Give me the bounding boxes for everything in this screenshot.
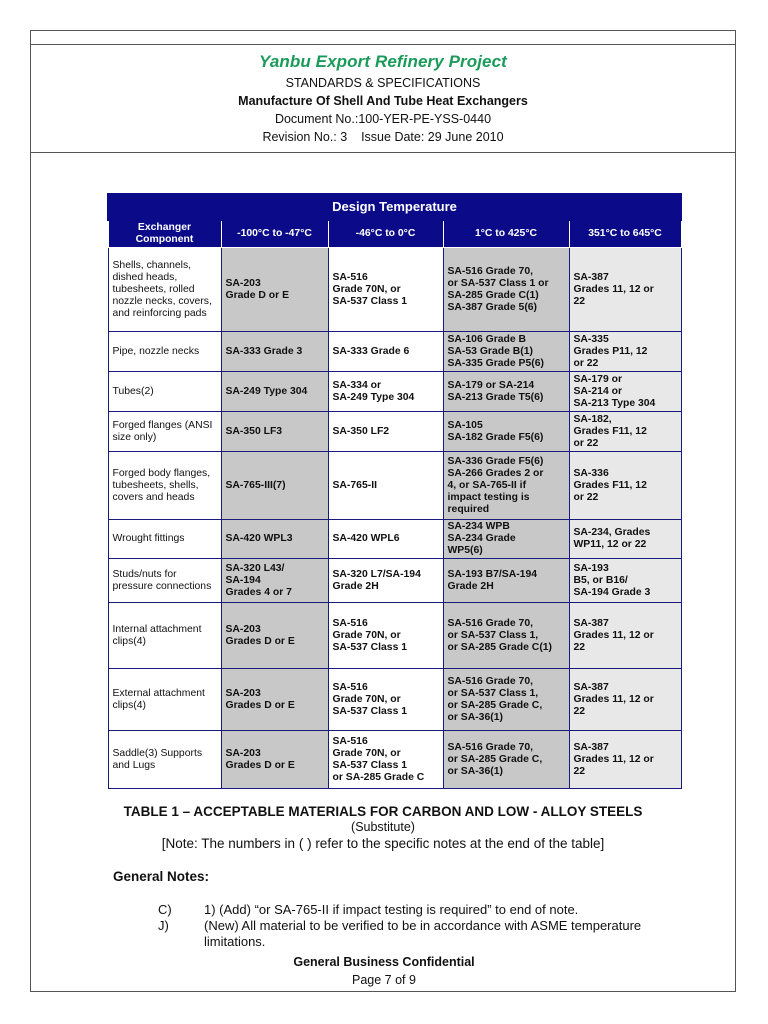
material-cell [328, 559, 443, 603]
component-cell [108, 412, 221, 452]
material-cell [443, 731, 569, 789]
material-text: SA-387 Grades 11, 12 or 22 [573, 681, 654, 717]
note-item [0, 902, 768, 918]
table-row [108, 559, 681, 603]
note-letter: C) [158, 902, 172, 917]
table-row [108, 372, 681, 412]
material-text: SA-333 Grade 3 [225, 345, 303, 357]
material-text: SA-203 Grades D or E [225, 623, 295, 647]
material-text: SA-516 Grade 70N, or SA-537 Class 1 or SA-285 Grade C [332, 735, 425, 783]
material-cell [443, 332, 569, 372]
standards-label: STANDARDS & SPECIFICATIONS [285, 76, 481, 90]
note-text: 1) (Add) “or SA-765-II if impact testing is required” to end of note. [204, 902, 579, 917]
material-text: SA-350 LF3 [225, 425, 283, 437]
material-cell [569, 559, 681, 603]
material-text: SA-333 Grade 6 [332, 345, 410, 357]
material-cell [443, 248, 569, 332]
project-title: Yanbu Export Refinery Project [259, 52, 507, 71]
component-cell [108, 669, 221, 731]
component-text: External attachment clips(4) [112, 687, 205, 711]
material-text: SA-203 Grades D or E [225, 687, 295, 711]
material-cell [443, 372, 569, 412]
component-cell [108, 372, 221, 412]
material-cell [569, 731, 681, 789]
material-text: SA-516 Grade 70, or SA-537 Class 1, or SA-285 Grade C(1) [447, 617, 553, 653]
material-cell [328, 520, 443, 559]
footer-confidential: General Business Confidential [293, 955, 475, 969]
material-cell [221, 603, 328, 669]
note-text: (New) All material to be verified to be in accordance with ASME temperature limitations. [204, 918, 642, 949]
table-caption: TABLE 1 – ACCEPTABLE MATERIALS FOR CARBON AND LOW - ALLOY STEELS [123, 804, 643, 819]
material-text: SA-516 Grade 70, or SA-537 Class 1, or SA-285 Grade C, or SA-36(1) [447, 675, 543, 723]
material-text: SA-234, Grades WP11, 12 or 22 [573, 527, 651, 550]
component-cell [108, 332, 221, 372]
material-text: SA-516 Grade 70N, or SA-537 Class 1 [332, 617, 408, 653]
component-cell [108, 452, 221, 520]
revision-info: Revision No.: 3 Issue Date: 29 June 2010 [262, 130, 504, 144]
note-item [0, 918, 768, 950]
document-subject: Manufacture Of Shell And Tube Heat Exchangers [238, 94, 528, 108]
material-text: SA-179 or SA-214 or SA-213 Type 304 [573, 373, 656, 409]
component-text: Pipe, nozzle necks [112, 345, 200, 357]
material-cell [569, 248, 681, 332]
table-caption-note: [Note: The numbers in ( ) refer to the specific notes at the end of the table] [161, 836, 605, 851]
material-text: SA-335 Grades P11, 12 or 22 [573, 333, 648, 369]
component-text: Studs/nuts for pressure connections [112, 568, 212, 592]
general-notes-heading: General Notes: [113, 869, 210, 884]
column-header: Exchanger Component [108, 220, 221, 248]
material-text: SA-203 Grade D or E [225, 277, 290, 301]
material-text: SA-350 LF2 [332, 425, 390, 437]
material-text: SA-334 or SA-249 Type 304 [332, 379, 415, 403]
material-cell [221, 669, 328, 731]
material-text: SA-106 Grade B SA-53 Grade B(1) SA-335 Grade P5(6) [447, 333, 544, 369]
material-cell [328, 731, 443, 789]
material-cell [328, 332, 443, 372]
material-text: SA-516 Grade 70N, or SA-537 Class 1 [332, 681, 408, 717]
material-cell [443, 669, 569, 731]
material-text: SA-765-III(7) [225, 479, 286, 491]
component-text: Internal attachment clips(4) [112, 623, 202, 647]
material-text: SA-179 or SA-214 SA-213 Grade T5(6) [447, 379, 544, 403]
table-row [108, 669, 681, 731]
component-text: Saddle(3) Supports and Lugs [112, 747, 203, 771]
material-cell [569, 520, 681, 559]
table-row [108, 452, 681, 520]
component-cell [108, 520, 221, 559]
material-cell [328, 669, 443, 731]
material-text: SA-320 L7/SA-194 Grade 2H [332, 568, 421, 592]
component-cell [108, 559, 221, 603]
table-row [108, 332, 681, 372]
material-cell [221, 731, 328, 789]
material-cell [221, 372, 328, 412]
material-cell [569, 452, 681, 520]
material-text: SA-516 Grade 70, or SA-537 Class 1 or SA-285 Grade C(1) SA-387 Grade 5(6) [447, 265, 549, 313]
table-caption-substitute: (Substitute) [351, 820, 415, 834]
component-text: Tubes(2) [112, 385, 154, 397]
material-text: SA-234 WPB SA-234 Grade WP5(6) [447, 521, 516, 556]
material-cell [328, 603, 443, 669]
column-header: 351°C to 645°C [569, 220, 681, 248]
table-row [108, 412, 681, 452]
component-text: Wrought fittings [112, 533, 185, 544]
material-cell [569, 603, 681, 669]
note-letter: J) [158, 918, 169, 933]
materials-table [107, 193, 682, 789]
material-cell [443, 412, 569, 452]
material-text: SA-387 Grades 11, 12 or 22 [573, 741, 654, 777]
material-cell [569, 332, 681, 372]
material-text: SA-193 B5, or B16/ SA-194 Grade 3 [573, 562, 651, 598]
material-cell [221, 332, 328, 372]
material-text: SA-203 Grades D or E [225, 747, 295, 771]
material-cell [221, 452, 328, 520]
material-text: SA-516 Grade 70N, or SA-537 Class 1 [332, 271, 408, 307]
material-text: SA-249 Type 304 [225, 385, 308, 397]
material-text: SA-193 B7/SA-194 Grade 2H [447, 568, 538, 592]
material-cell [443, 603, 569, 669]
material-cell [328, 452, 443, 520]
material-cell [569, 412, 681, 452]
material-cell [221, 248, 328, 332]
component-text: Forged body flanges, tubesheets, shells, covers and heads [112, 467, 211, 503]
material-cell [221, 412, 328, 452]
material-cell [443, 520, 569, 559]
material-text: SA-765-II [332, 479, 377, 491]
footer-page-number: Page 7 of 9 [352, 973, 416, 987]
material-cell [569, 372, 681, 412]
material-text: SA-320 L43/ SA-194 Grades 4 or 7 [225, 562, 292, 598]
document-number: Document No.:100-YER-PE-YSS-0440 [274, 112, 492, 126]
material-text: SA-420 WPL3 [225, 533, 293, 544]
material-text: SA-336 Grades F11, 12 or 22 [573, 467, 647, 503]
material-text: SA-182, Grades F11, 12 or 22 [573, 413, 647, 449]
component-text: Shells, channels, dished heads, tubesheets, rolled nozzle necks, covers, and reinforcing pads [112, 259, 212, 319]
table-row [108, 520, 681, 559]
material-text: SA-516 Grade 70, or SA-285 Grade C, or SA-36(1) [447, 741, 543, 777]
material-cell [443, 452, 569, 520]
table-row [108, 603, 681, 669]
material-cell [328, 248, 443, 332]
material-cell [328, 372, 443, 412]
material-text: SA-336 Grade F5(6) SA-266 Grades 2 or 4, or SA-765-II if impact testing is required [447, 455, 544, 515]
column-header: -46°C to 0°C [328, 220, 443, 248]
material-text: SA-105 SA-182 Grade F5(6) [447, 419, 544, 443]
material-cell [328, 412, 443, 452]
column-header: 1°C to 425°C [443, 220, 569, 248]
material-cell [569, 669, 681, 731]
material-text: SA-420 WPL6 [332, 533, 400, 544]
column-header: -100°C to -47°C [221, 220, 328, 248]
material-cell [221, 559, 328, 603]
material-text: SA-387 Grades 11, 12 or 22 [573, 271, 654, 307]
component-cell [108, 603, 221, 669]
material-cell [443, 559, 569, 603]
document-header [30, 44, 736, 153]
table-row [108, 731, 681, 789]
table-title: Design Temperature [108, 194, 681, 220]
component-text: Forged flanges (ANSI size only) [112, 419, 213, 443]
component-cell [108, 731, 221, 789]
material-text: SA-387 Grades 11, 12 or 22 [573, 617, 654, 653]
component-cell [108, 248, 221, 332]
material-cell [221, 520, 328, 559]
table-row [108, 248, 681, 332]
